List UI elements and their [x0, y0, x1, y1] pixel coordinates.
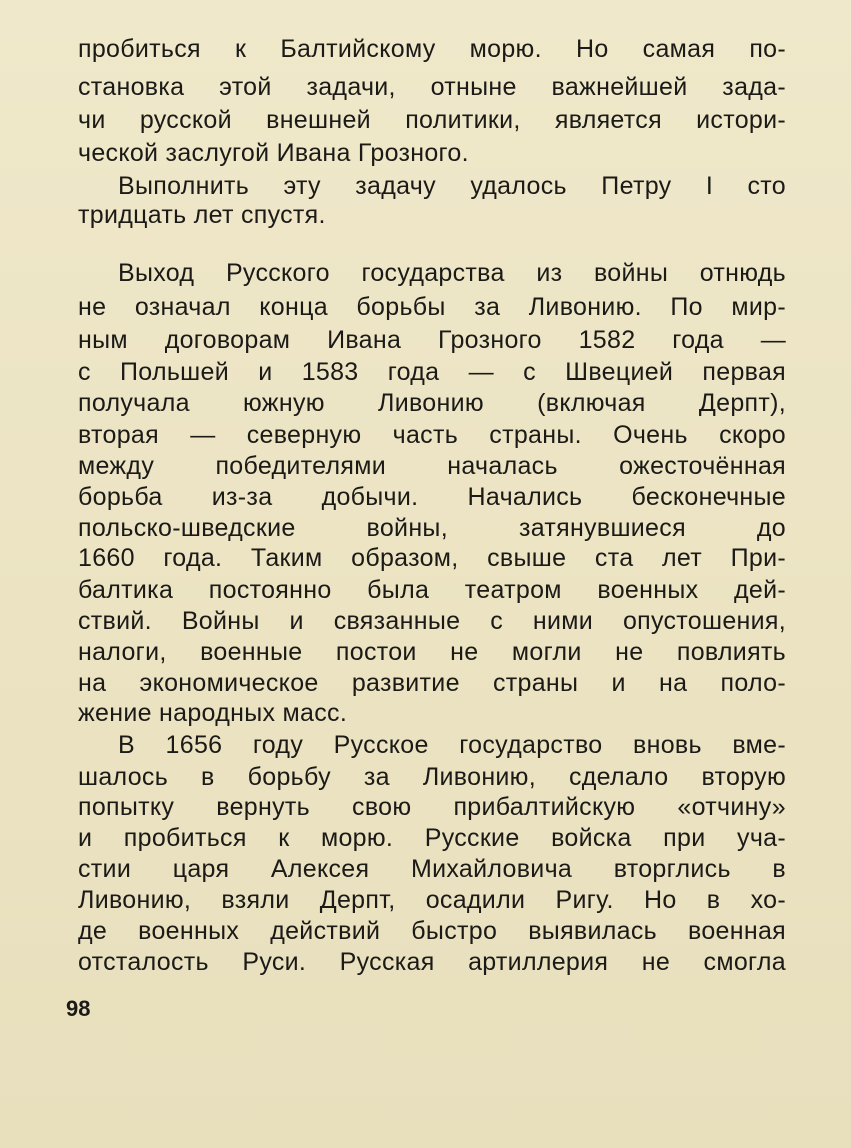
- text-line: с Польшей и 1583 года — с Швецией первая: [78, 358, 786, 386]
- text-line: пробиться к Балтийскому морю. Но самая по-: [78, 35, 786, 63]
- text-line: вторая — северную часть страны. Очень скоро: [78, 421, 786, 449]
- text-line: 1660 года. Таким образом, свыше ста лет При-: [78, 544, 786, 572]
- text-line: получала южную Ливонию (включая Дерпт),: [78, 389, 786, 417]
- paragraph-first-line: Выполнить эту задачу удалось Петру I сто: [118, 172, 786, 200]
- text-line: попытку вернуть свою прибалтийскую «отчину»: [78, 793, 786, 821]
- text-line: становка этой задачи, отныне важнейшей зада-: [78, 73, 786, 101]
- text-line: отсталость Руси. Русская артиллерия не смогла: [78, 948, 786, 976]
- text-line: польско-шведские войны, затянувшиеся до: [78, 514, 786, 542]
- text-line: налоги, военные постои не могли не повлиять: [78, 638, 786, 666]
- paragraph-first-line: Выход Русского государства из войны отнюдь: [118, 259, 786, 287]
- text-line: ным договорам Ивана Грозного 1582 года —: [78, 326, 786, 354]
- text-line: не означал конца борьбы за Ливонию. По мир-: [78, 293, 786, 321]
- text-line: ствий. Войны и связанные с ними опустошения,: [78, 607, 786, 635]
- text-line: между победителями началась ожесточённая: [78, 452, 786, 480]
- text-line: чи русской внешней политики, является истори-: [78, 106, 786, 134]
- text-line: тридцать лет спустя.: [78, 201, 326, 229]
- text-line: на экономическое развитие страны и на поло-: [78, 669, 786, 697]
- paragraph-first-line: В 1656 году Русское государство вновь вме-: [118, 731, 786, 759]
- text-line: жение народных масс.: [78, 699, 348, 727]
- text-line: стии царя Алексея Михайловича вторглись в: [78, 855, 786, 883]
- text-line: и пробиться к морю. Русские войска при уча-: [78, 824, 786, 852]
- text-line: ческой заслугой Ивана Грозного.: [78, 139, 469, 167]
- text-line: шалось в борьбу за Ливонию, сделало вторую: [78, 763, 786, 791]
- page-number: 98: [66, 996, 91, 1021]
- text-line: Ливонию, взяли Дерпт, осадили Ригу. Но в хо-: [78, 886, 786, 914]
- text-line: борьба из-за добычи. Начались бесконечные: [78, 483, 786, 511]
- text-line: балтика постоянно была театром военных дей-: [78, 576, 786, 604]
- text-line: де военных действий быстро выявилась военная: [78, 917, 786, 945]
